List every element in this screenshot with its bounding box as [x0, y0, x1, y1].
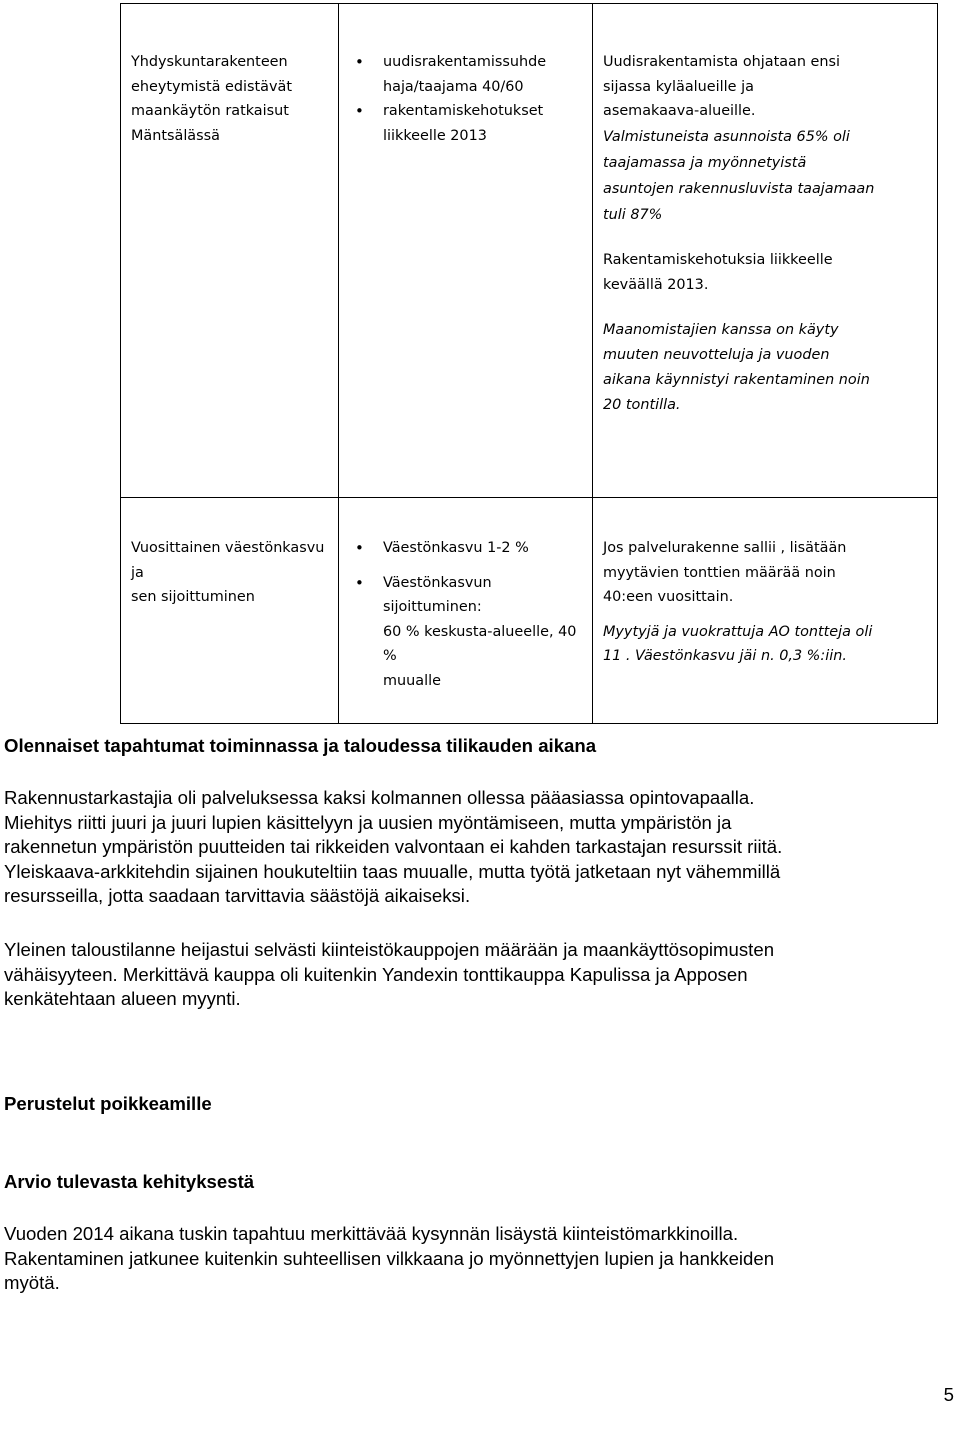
page-number: 5	[943, 1384, 954, 1405]
events-heading: Olennaiset tapahtumat toiminnassa ja taloudessa tilikauden aikana	[4, 735, 597, 756]
indicator-list	[353, 536, 586, 693]
result-text: Jos palvelurakenne sallii , lisätään myytävien tonttien määrää noin 40:een vuosittain.	[603, 540, 847, 605]
outlook-paragraph: Vuoden 2014 aikana tuskin tapahtuu merkittävää kysynnän lisäystä kiinteistömarkkinoilla. Rakentaminen jatkunee kuitenkin suhteellisen vilkkaana jo myönnettyjen lupien ja hankkeiden myötä.	[4, 1223, 775, 1294]
indicator-cell	[339, 4, 593, 498]
goal-cell	[121, 4, 339, 498]
result-text: Maanomistajien kanssa on käyty muuten neuvotteluja ja vuoden aikana käynnistyi rakentaminen noin 20 tontilla.	[603, 321, 870, 413]
events-paragraph: Rakennustarkastajia oli palveluksessa kaksi kolmannen ollessa pääasiassa opintovapaalla. Miehitys riitti juuri ja juuri lupien käsittelyyn ja uusien myöntämiseen, mutta ympäristön ja rakennetun ympäristön puutteiden tai rikkeiden valvontaan ei kahden tarkastajan resurssit riitä. Yleiskaava-arkkitehdin sijainen houkuteltiin taas muualle, mutta työtä jatketaan nyt vähemmillä resursseilla, jotta saadaan tarvittavia säästöjä aikaiseksi.	[4, 787, 783, 907]
goal-text: Yhdyskuntarakenteen eheytymistä edistävät maankäytön ratkaisut Mäntsälässä	[131, 54, 292, 144]
result-cell	[593, 4, 938, 498]
result-text: Valmistuneista asunnoista 65% oli taajamassa ja myönnetyistä asuntojen rakennusluvista taajamaan tuli 87%	[603, 128, 875, 223]
result-text: Uudisrakentamista ohjataan ensi sijassa kyläalueille ja asemakaava-alueille.	[603, 54, 841, 119]
indicator-list	[353, 50, 586, 148]
events-paragraph: Yleinen taloustilanne heijastui selvästi kiinteistökauppojen määrään ja maankäyttösopimusten vähäisyyteen. Merkittävä kauppa oli kuitenkin Yandexin tonttikauppa Kapulissa ja Apposen kenkätehtaan alueen myynti.	[4, 939, 775, 1010]
outlook-heading: Arvio tulevasta kehityksestä	[4, 1171, 255, 1192]
deviations-heading: Perustelut poikkeamille	[4, 1093, 212, 1114]
goal-cell	[121, 498, 339, 724]
list-item: • rakentamiskehotukset liikkeelle 2013	[353, 99, 586, 148]
table-row	[121, 4, 938, 498]
goal-text: Vuosittainen väestönkasvu ja sen sijoittuminen	[131, 540, 325, 605]
result-cell	[593, 498, 938, 724]
result-text: Rakentamiskehotuksia liikkeelle keväällä 2013.	[603, 251, 833, 293]
list-item: • uudisrakentamissuhde haja/taajama 40/60	[353, 50, 586, 99]
table-row	[121, 498, 938, 724]
indicator-cell	[339, 498, 593, 724]
goals-table	[120, 3, 938, 724]
list-item: • Väestönkasvu 1-2 %	[353, 536, 586, 561]
result-text: Myytyjä ja vuokrattuja AO tontteja oli 11 . Väestönkasvu jäi n. 0,3 %:iin.	[603, 623, 873, 664]
list-item: • Väestönkasvun sijoittuminen: 60 % keskusta-alueelle, 40 % muualle	[353, 571, 586, 694]
